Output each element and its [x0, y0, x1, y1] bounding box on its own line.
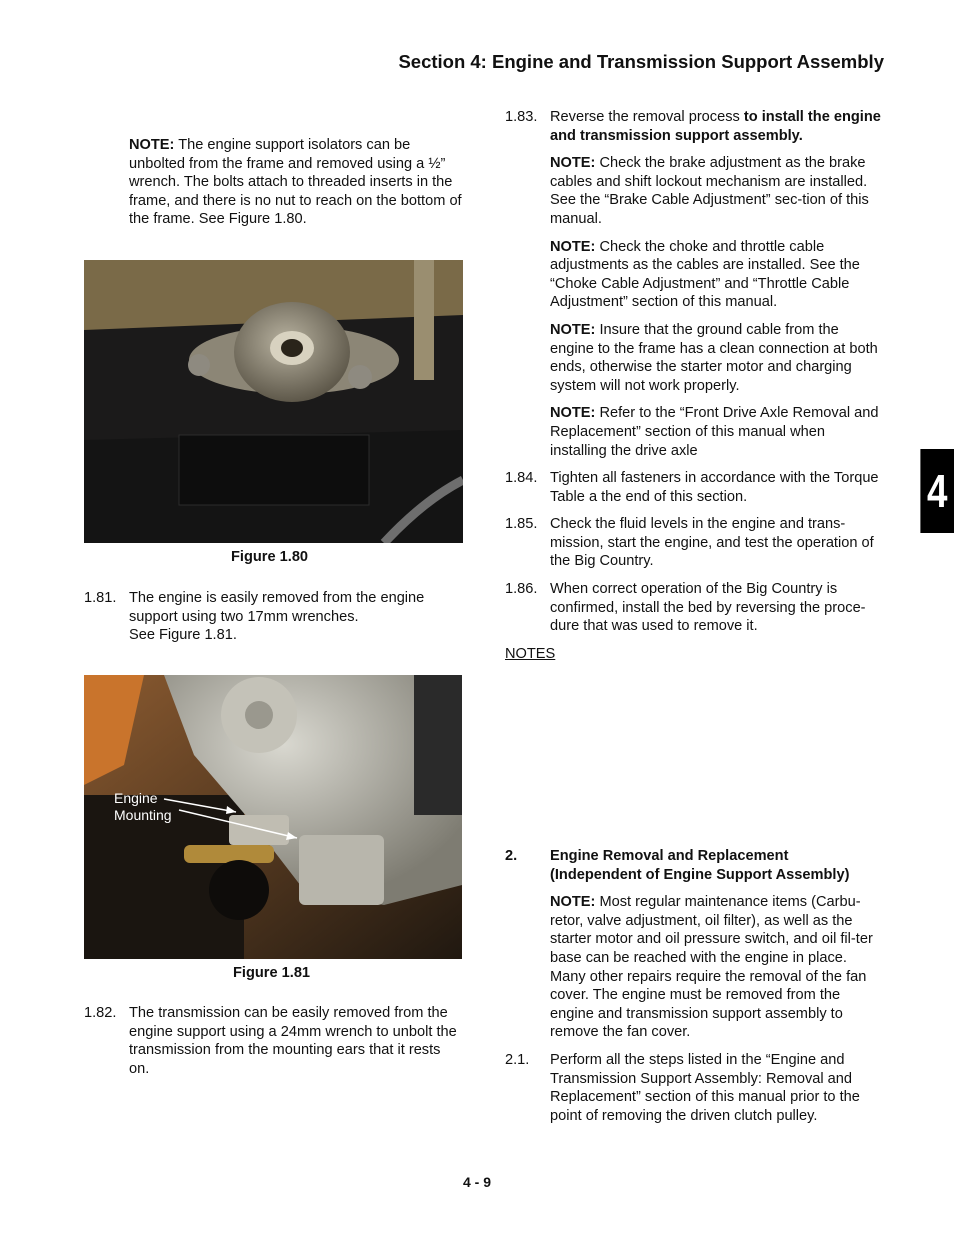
- section-2-heading: 2. Engine Removal and Replacement (Independent of Engine Support Assembly): [505, 848, 850, 883]
- note-maintenance: NOTE: Most regular maintenance items (Carbu-retor, valve adjustment, oil filter), as well as the starter motor and oil pressure switch, and oil fil-ter base can be reached with the engine in place. Many other repairs require the removal of the fan cover. The engine must be removed from the engine and transmission support assembly to remove the fan cover.: [550, 894, 873, 1041]
- step-1-81: 1.81. The engine is easily removed from the engine support using two 17mm wrenches. See Figure 1.81.: [84, 590, 425, 644]
- figure-1-80-caption: Figure 1.80: [231, 549, 309, 565]
- right-column: [505, 108, 885, 663]
- figure-1-81-photo: [84, 675, 462, 959]
- callout-mounting: Mounting: [114, 807, 172, 823]
- callout-engine: Engine: [114, 790, 158, 806]
- step-number: 1.83.: [505, 109, 538, 125]
- note-brake: NOTE: Check the brake adjustment as the brake cables and shift lockout mechanism are installed. See the “Brake Cable Adjustment” sec-tion of this manual.: [550, 155, 869, 227]
- step-1-86: 1.86. When correct operation of the Big Country is confirmed, install the bed by reversing the proce-dure that was used to remove it.: [505, 581, 866, 635]
- section-header: Section 4: Engine and Transmission Support Assembly: [398, 51, 884, 72]
- step-number: 1.85.: [505, 516, 538, 533]
- step-number: 1.81.: [84, 590, 117, 606]
- figure-1-81-caption: Figure 1.81: [233, 965, 311, 981]
- step-number: 1.84.: [505, 470, 538, 487]
- step-1-83: 1.83. Reverse the removal process to install the engine and transmission support assembly.: [505, 109, 881, 144]
- step-number: 1.82.: [84, 1005, 117, 1021]
- step-1-84: 1.84. Tighten all fasteners in accordance with the Torque Table a the end of this section.: [505, 470, 879, 505]
- section-2: [505, 847, 885, 1125]
- step-2-1: 2.1. Perform all the steps listed in the “Engine and Transmission Support Assembly: Removal and Replacement” section of this manual prior to the point of removing the driven clutch pulley.: [505, 1051, 860, 1124]
- step-1-85: 1.85. Check the fluid levels in the engine and trans-mission, start the engine, and test the operation of the Big Country.: [505, 516, 874, 570]
- note-axle: NOTE: Refer to the “Front Drive Axle Removal and Replacement” section of this manual when installing the drive axle: [550, 405, 879, 459]
- figure-1-80-photo: [84, 260, 463, 543]
- step-number: 1.86.: [505, 581, 538, 598]
- note-isolators: NOTE: The engine support isolators can be unbolted from the frame and removed using a ½” wrench. The bolts attach to threaded inserts in the frame, and there is no nut to reach on the bottom of the frame. See Figure 1.80.: [129, 137, 462, 228]
- note-ground: NOTE: Insure that the ground cable from the engine to the frame has a clean connection at both ends, otherwise the starter motor and charging system will not work properly.: [550, 321, 878, 394]
- step-number: 2.1.: [505, 1051, 530, 1068]
- section-tab: 4: [920, 449, 954, 533]
- notes-heading: NOTES: [505, 645, 556, 662]
- note-choke: NOTE: Check the choke and throttle cable adjustments as the cables are installed. See the “Choke Cable Adjustment” and “Throttle Cable Adjustment” section of this manual.: [550, 238, 860, 311]
- page-number: 4 - 9: [462, 1174, 491, 1190]
- step-1-82: 1.82. The transmission can be easily removed from the engine support using a 24mm wrench to unbolt the transmission from the mounting ears that it rests on.: [84, 1005, 457, 1077]
